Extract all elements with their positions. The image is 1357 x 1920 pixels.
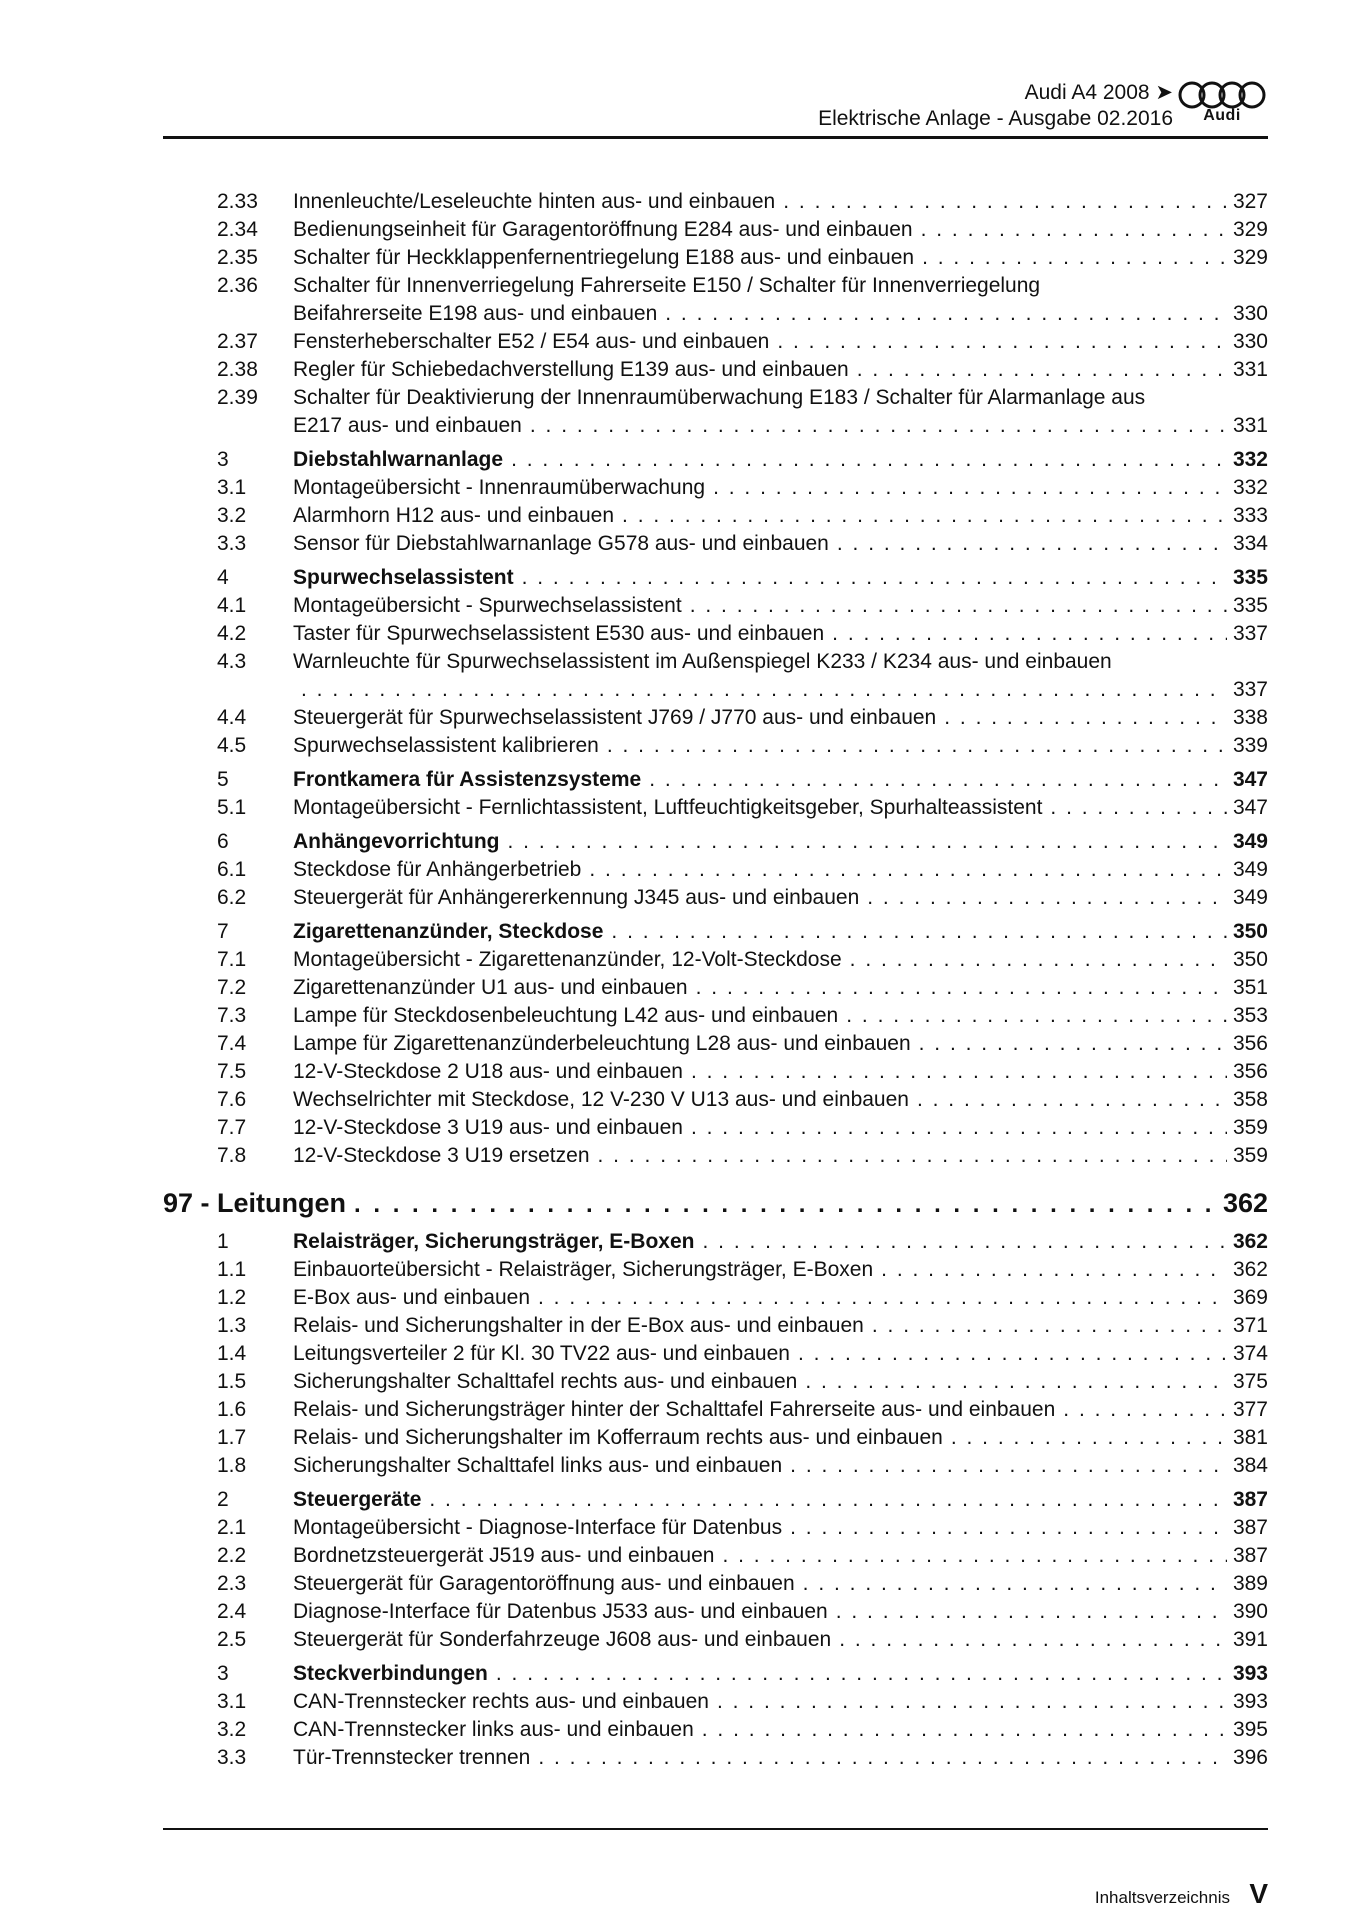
toc-entry-title: Diagnose-Interface für Datenbus J533 aus- und einbauen [293,1600,828,1623]
toc-entry-page: 338 [1232,706,1268,729]
toc-entry-number: 3.1 [217,1690,247,1713]
toc-entry-number: 7.7 [217,1116,247,1139]
toc-entry[interactable] [163,884,1268,912]
toc-entry[interactable] [163,1340,1268,1368]
toc-entry-number: 2.37 [217,330,258,353]
dot-leader [522,564,1227,592]
toc-entry-number: 2.33 [217,190,258,213]
dot-leader [354,1188,1217,1222]
toc-entry-number: 1.3 [217,1314,247,1337]
dot-leader [790,1452,1227,1480]
toc-entry-number: 2.38 [217,358,258,381]
dot-leader [783,188,1227,216]
toc-entry[interactable] [163,1598,1268,1626]
toc-entry-number: 5 [217,768,229,791]
toc-entry-title: 12-V-Steckdose 3 U19 aus- und einbauen [293,1116,683,1139]
toc-entry-number: 6 [217,830,229,853]
toc-entry[interactable] [163,1626,1268,1654]
toc-entry-title: Sicherungshalter Schalttafel links aus- und einbauen [293,1454,783,1477]
toc-entry-page: 387 [1232,1488,1268,1511]
toc-entry-page: 359 [1232,1116,1268,1139]
toc-entry[interactable] [163,1312,1268,1340]
footer-page-number: V [1249,1878,1268,1909]
toc-entry-title: Innenleuchte/Leseleuchte hinten aus- und einbauen [293,190,776,213]
toc-entry-title: Taster für Spurwechselassistent E530 aus- und einbauen [293,622,825,645]
toc-entry-title: Steckverbindungen [293,1662,488,1685]
toc-entry-page: 347 [1232,796,1268,819]
toc-entry-page: 332 [1232,476,1268,499]
toc-entry[interactable] [163,1396,1268,1424]
toc-entry-number: 7.5 [217,1060,247,1083]
toc-entry-number: 4.2 [217,622,247,645]
toc-entry[interactable] [163,1142,1268,1170]
page-header [163,76,1268,139]
toc-entry-page: 362 [1222,1188,1268,1218]
toc-entry-page: 381 [1232,1426,1268,1449]
toc-entry-title: Alarmhorn H12 aus- und einbauen [293,504,615,527]
toc-entry-page: 337 [1232,622,1268,645]
dot-leader [951,1424,1227,1452]
dot-leader [702,1228,1226,1256]
toc-entry-number: 7.8 [217,1144,247,1167]
dot-leader [530,412,1227,440]
toc-entry-title: Montageübersicht - Innenraumüberwachung [293,476,706,499]
toc-entry-page: 390 [1232,1600,1268,1623]
footer-section-label: Inhaltsverzeichnis [1094,1888,1230,1907]
toc-section[interactable] [163,766,1268,794]
dot-leader [837,530,1227,558]
dot-leader [798,1340,1227,1368]
toc-entry-title: 12-V-Steckdose 3 U19 ersetzen [293,1144,590,1167]
toc-entry[interactable] [163,1744,1268,1772]
toc-entry-page: 329 [1232,218,1268,241]
toc-entry-number: 3.2 [217,504,247,527]
toc-entry-title: Relais- und Sicherungshalter im Kofferraum rechts aus- und einbauen [293,1426,943,1449]
toc-entry[interactable] [163,244,1268,272]
toc-entry-page: 351 [1232,976,1268,999]
dot-leader [622,502,1227,530]
toc-entry-number: 4.4 [217,706,247,729]
toc-entry-page: 375 [1232,1370,1268,1393]
toc-entry-page: 358 [1232,1088,1268,1111]
toc-entry-title: 12-V-Steckdose 2 U18 aus- und einbauen [293,1060,683,1083]
toc-entry-page: 330 [1232,302,1268,325]
dot-leader [713,474,1227,502]
toc-chapter-title: 97 - Leitungen [163,1188,347,1218]
toc-entry-number: 2.1 [217,1516,247,1539]
toc-entry[interactable] [163,1716,1268,1744]
toc-entry-number: 4.1 [217,594,247,617]
dot-leader [832,620,1227,648]
toc-entry-title: Steuergerät für Anhängererkennung J345 aus- und einbauen [293,886,860,909]
toc-entry[interactable] [163,356,1268,384]
toc-entry[interactable] [163,1114,1268,1142]
toc-entry[interactable] [163,530,1268,558]
dot-leader [538,1284,1227,1312]
dot-leader [922,244,1227,272]
toc-entry[interactable] [163,732,1268,760]
toc-entry-number: 4.5 [217,734,247,757]
toc-entry[interactable] [163,474,1268,502]
dot-leader [508,828,1227,856]
toc-entry[interactable] [163,328,1268,356]
dot-leader [589,856,1227,884]
toc-section[interactable] [163,1486,1268,1514]
toc-entry-number: 3.1 [217,476,247,499]
toc-entry-title: Montageübersicht - Zigarettenanzünder, 12-Volt-Steckdose [293,948,842,971]
dot-leader [846,1002,1227,1030]
dot-leader [921,216,1227,244]
toc-entry-page: 331 [1232,414,1268,437]
toc-entry[interactable] [163,1688,1268,1716]
dot-leader [690,592,1227,620]
toc-entry[interactable] [163,1542,1268,1570]
dot-leader [839,1626,1227,1654]
toc-entry-page: 387 [1232,1516,1268,1539]
toc-entry-title: Sensor für Diebstahlwarnanlage G578 aus- und einbauen [293,532,829,555]
toc-entry-page: 374 [1232,1342,1268,1365]
header-vehicle-title: Audi A4 2008 ➤ [1024,81,1173,104]
toc-entry[interactable] [163,188,1268,216]
toc-entry-number: 2.39 [217,386,258,409]
toc-entry[interactable] [163,1030,1268,1058]
toc-entry-page: 393 [1232,1662,1268,1685]
toc-entry[interactable] [163,856,1268,884]
toc-entry-page: 377 [1232,1398,1268,1421]
toc-entry-page: 349 [1232,858,1268,881]
toc-entry[interactable] [163,1368,1268,1396]
toc-entry-number: 2 [217,1488,229,1511]
toc-entry-number: 2.36 [217,274,258,297]
toc-entry-number: 2.34 [217,218,258,241]
toc-entry-number: 7 [217,920,229,943]
toc-entry-title: Relaisträger, Sicherungsträger, E-Boxen [293,1230,695,1253]
toc-entry-title: Diebstahlwarnanlage [293,448,504,471]
dot-leader [649,766,1227,794]
toc-entry[interactable] [163,1086,1268,1114]
dot-leader [867,884,1227,912]
toc-section[interactable] [163,1660,1268,1688]
dot-leader [857,356,1227,384]
toc-entry-number: 2.2 [217,1544,247,1567]
toc-entry-page: 349 [1232,886,1268,909]
toc-entry[interactable] [163,1256,1268,1284]
toc-entry-title: Frontkamera für Assistenzsysteme [293,768,642,791]
toc-entry-page: 332 [1232,448,1268,471]
dot-leader [805,1368,1227,1396]
toc-entry-title: Fensterheberschalter E52 / E54 aus- und einbauen [293,330,770,353]
toc-entry-title: Steuergerät für Sonderfahrzeuge J608 aus- und einbauen [293,1628,832,1651]
toc-entry-page: 330 [1232,330,1268,353]
toc-entry-page: 362 [1232,1258,1268,1281]
dot-leader [496,1660,1227,1688]
toc-entry-number: 2.3 [217,1572,247,1595]
toc-entry-number: 6.2 [217,886,247,909]
toc-entry-title: Lampe für Zigarettenanzünderbeleuchtung L28 aus- und einbauen [293,1032,911,1055]
toc-entry-title: Montageübersicht - Diagnose-Interface für Datenbus [293,1516,783,1539]
dot-leader [611,918,1227,946]
toc-entry-page: 337 [1232,678,1268,701]
dot-leader [917,1086,1227,1114]
toc-entry-page: 350 [1232,948,1268,971]
dot-leader [1050,794,1227,822]
toc-entry-number: 7.3 [217,1004,247,1027]
toc-entry-page: 371 [1232,1314,1268,1337]
toc-entry-number: 6.1 [217,858,247,881]
toc-entry-title: Schalter für Heckklappenfernentriegelung E188 aus- und einbauen [293,246,915,269]
toc-entry-title: Bedienungseinheit für Garagentoröffnung E284 aus- und einbauen [293,218,913,241]
toc-entry[interactable] [163,648,1268,704]
toc-entry-title: CAN-Trennstecker rechts aus- und einbauen [293,1690,709,1713]
toc-entry-number: 7.4 [217,1032,247,1055]
toc-entry[interactable] [163,946,1268,974]
toc-entry-page: 393 [1232,1690,1268,1713]
dot-leader [696,974,1227,1002]
dot-leader [881,1256,1227,1284]
toc-entry-number: 3.3 [217,532,247,555]
toc-entry-number: 4.3 [217,650,247,673]
toc-entry[interactable] [163,502,1268,530]
dot-leader [607,732,1227,760]
toc-entry[interactable] [163,794,1268,822]
dot-leader [919,1030,1227,1058]
toc-entry-page: 389 [1232,1572,1268,1595]
toc-entry-page: 349 [1232,830,1268,853]
toc-entry-page: 391 [1232,1628,1268,1651]
dot-leader [790,1514,1227,1542]
toc-entry[interactable] [163,620,1268,648]
toc-entry-title: Regler für Schiebedachverstellung E139 aus- und einbauen [293,358,849,381]
toc-entry-number: 1.5 [217,1370,247,1393]
toc-entry-title: Steuergerät für Spurwechselassistent J769 / J770 aus- und einbauen [293,706,937,729]
toc-entry-number: 3 [217,1662,229,1685]
footer-divider [163,1828,1268,1830]
toc-entry-number: 1.1 [217,1258,247,1281]
toc-entry-title: Steuergerät für Garagentoröffnung aus- und einbauen [293,1572,795,1595]
dot-leader [691,1058,1227,1086]
toc-entry-number: 3 [217,448,229,471]
dot-leader [665,300,1227,328]
toc-entry-page: 369 [1232,1286,1268,1309]
audi-wordmark: Audi [1203,107,1241,124]
toc-entry[interactable] [163,974,1268,1002]
dot-leader [777,328,1227,356]
toc-entry-title: Lampe für Steckdosenbeleuchtung L42 aus- und einbauen [293,1004,839,1027]
toc-entry-number: 3.2 [217,1718,247,1741]
toc-entry-title: Zigarettenanzünder U1 aus- und einbauen [293,976,688,999]
dot-leader [944,704,1227,732]
toc-entry[interactable] [163,216,1268,244]
toc-entry-number: 2.35 [217,246,258,269]
toc-entry-page: 331 [1232,358,1268,381]
dot-leader [691,1114,1227,1142]
dot-leader [538,1744,1227,1772]
toc-section[interactable] [163,918,1268,946]
toc-entry-page: 335 [1232,594,1268,617]
toc-entry-number: 7.1 [217,948,247,971]
toc-entry-title: Warnleuchte für Spurwechselassistent im Außenspiegel K233 / K234 aus- und einbauen [293,650,1112,673]
table-of-contents [163,188,1268,1772]
toc-chapter[interactable] [163,1186,1268,1222]
toc-entry[interactable] [163,704,1268,732]
toc-entry-page: 347 [1232,768,1268,791]
toc-entry-title: Wechselrichter mit Steckdose, 12 V-230 V U13 aus- und einbauen [293,1088,909,1111]
dot-leader [1063,1396,1227,1424]
toc-entry-number: 2.5 [217,1628,247,1651]
toc-entry-title: Einbauorteübersicht - Relaisträger, Sicherungsträger, E-Boxen [293,1258,874,1281]
toc-entry[interactable] [163,1514,1268,1542]
toc-entry-number: 7.6 [217,1088,247,1111]
toc-entry-title: Spurwechselassistent kalibrieren [293,734,599,757]
toc-entry-title-continued: Beifahrerseite E198 aus- und einbauen [293,302,658,325]
toc-entry-page: 395 [1232,1718,1268,1741]
toc-entry-title-continued: E217 aus- und einbauen [293,414,522,437]
toc-entry-title: Bordnetzsteuergerät J519 aus- und einbauen [293,1544,715,1567]
toc-entry-number: 1.2 [217,1286,247,1309]
toc-section[interactable] [163,828,1268,856]
dot-leader [301,676,1227,704]
audi-logo [1176,80,1268,125]
audi-rings-icon [1176,80,1268,110]
dot-leader [511,446,1227,474]
toc-entry-page: 350 [1232,920,1268,943]
dot-leader [702,1716,1227,1744]
toc-entry-title: Anhängevorrichtung [293,830,500,853]
toc-entry-title: Relais- und Sicherungshalter in der E-Box aus- und einbauen [293,1314,864,1337]
toc-section[interactable] [163,564,1268,592]
toc-entry-number: 2.4 [217,1600,247,1623]
toc-entry-page: 356 [1232,1032,1268,1055]
toc-entry-number: 1 [217,1230,229,1253]
dot-leader [717,1688,1227,1716]
toc-entry[interactable] [163,272,1268,328]
toc-entry[interactable] [163,1284,1268,1312]
toc-entry-title: Zigarettenanzünder, Steckdose [293,920,604,943]
dot-leader [722,1542,1226,1570]
toc-entry-title: Leitungsverteiler 2 für Kl. 30 TV22 aus- und einbauen [293,1342,790,1365]
toc-entry-page: 329 [1232,246,1268,269]
toc-section[interactable] [163,446,1268,474]
dot-leader [872,1312,1227,1340]
toc-entry-page: 384 [1232,1454,1268,1477]
toc-entry-page: 327 [1232,190,1268,213]
toc-entry-title: Relais- und Sicherungsträger hinter der Schalttafel Fahrerseite aus- und einbauen [293,1398,1056,1421]
toc-entry-number: 1.7 [217,1426,247,1449]
toc-entry-page: 334 [1232,532,1268,555]
toc-entry-title: Sicherungshalter Schalttafel rechts aus- und einbauen [293,1370,798,1393]
toc-entry-page: 333 [1232,504,1268,527]
toc-entry[interactable] [163,1424,1268,1452]
toc-entry-title: Montageübersicht - Fernlichtassistent, Luftfeuchtigkeitsgeber, Spurhalteassistent [293,796,1043,819]
toc-entry-title: Tür-Trennstecker trennen [293,1746,531,1769]
dot-leader [836,1598,1227,1626]
toc-entry-title: CAN-Trennstecker links aus- und einbauen [293,1718,694,1741]
toc-entry-number: 5.1 [217,796,247,819]
toc-entry-number: 7.2 [217,976,247,999]
toc-entry-title: Steckdose für Anhängerbetrieb [293,858,582,881]
toc-entry[interactable] [163,384,1268,440]
dot-leader [429,1486,1227,1514]
header-edition-title: Elektrische Anlage - Ausgabe 02.2016 [818,107,1173,130]
toc-entry-number: 3.3 [217,1746,247,1769]
toc-entry-title: Steuergeräte [293,1488,422,1511]
toc-entry-page: 387 [1232,1544,1268,1567]
toc-entry-title: Schalter für Innenverriegelung Fahrerseite E150 / Schalter für Innenverriegelung [293,274,1041,297]
toc-entry-page: 356 [1232,1060,1268,1083]
toc-entry-page: 335 [1232,566,1268,589]
toc-entry-page: 353 [1232,1004,1268,1027]
toc-entry-page: 362 [1232,1230,1268,1253]
toc-entry-title: Montageübersicht - Spurwechselassistent [293,594,682,617]
toc-entry-title: Schalter für Deaktivierung der Innenraumüberwachung E183 / Schalter für Alarmanlage aus [293,386,1146,409]
toc-entry-title: E-Box aus- und einbauen [293,1286,530,1309]
toc-entry-page: 396 [1232,1746,1268,1769]
toc-entry-page: 339 [1232,734,1268,757]
toc-entry[interactable] [163,1452,1268,1480]
dot-leader [803,1570,1227,1598]
toc-entry-title: Spurwechselassistent [293,566,514,589]
toc-entry[interactable] [163,1058,1268,1086]
dot-leader [850,946,1227,974]
dot-leader [598,1142,1227,1170]
toc-section[interactable] [163,1228,1268,1256]
toc-entry[interactable] [163,1002,1268,1030]
toc-entry-number: 1.6 [217,1398,247,1421]
toc-entry[interactable] [163,1570,1268,1598]
toc-entry-number: 4 [217,566,229,589]
toc-entry-page: 359 [1232,1144,1268,1167]
toc-entry[interactable] [163,592,1268,620]
toc-entry-number: 1.4 [217,1342,247,1365]
toc-entry-number: 1.8 [217,1454,247,1477]
